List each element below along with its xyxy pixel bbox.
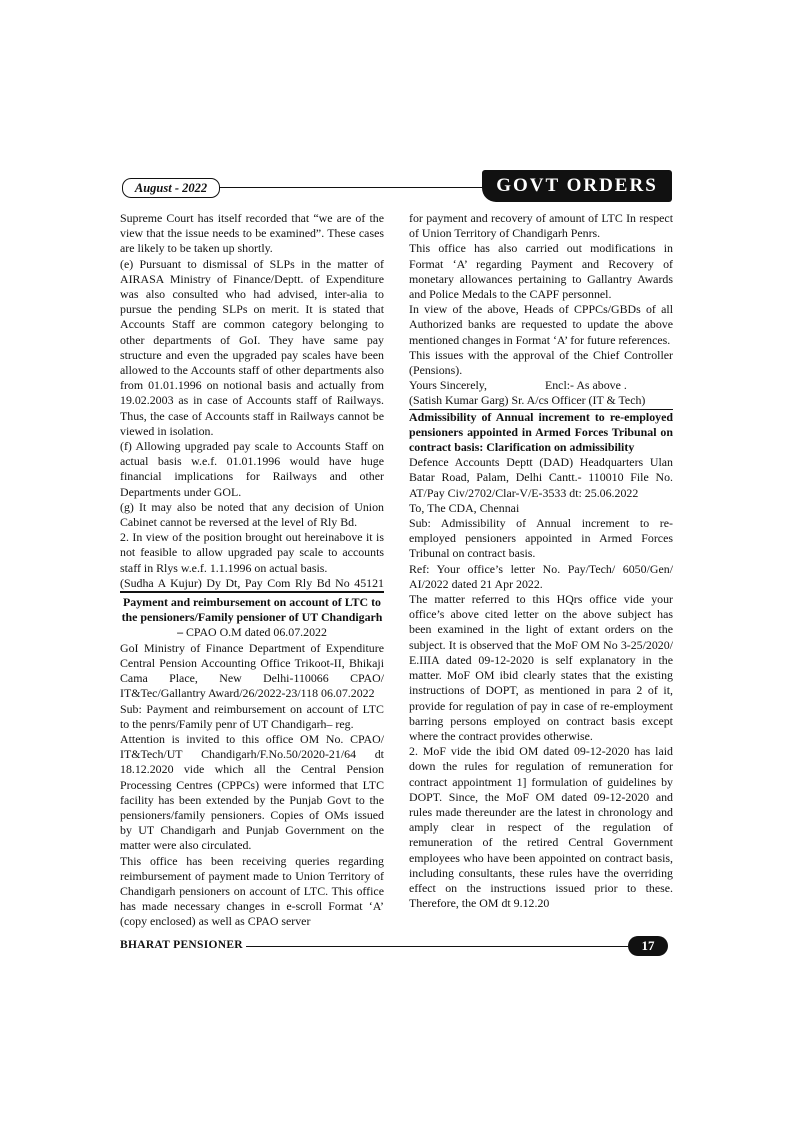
- page-footer: [120, 936, 672, 956]
- left-paragraph: (g) It may also be noted that any decision of Union Cabinet cannot be reversed at the level of Rly Bd.: [120, 499, 384, 530]
- enclosure-note: Encl:- As above .: [544, 378, 627, 393]
- header-divider: [220, 187, 490, 188]
- closing-text: Yours Sincerely,: [409, 378, 487, 393]
- ltc-heading-title: Payment and reimbursement on account of LTC to the pensioners/Family pensioner of UT Chandigarh –: [121, 595, 383, 640]
- left-paragraph: (f) Allowing upgraded pay scale to Accounts Staff on actual basis w.e.f. 01.01.1996 would have huge financial implications for Railways and other Departments under GOL.: [120, 439, 384, 499]
- right-paragraph: Defence Accounts Deptt (DAD) Headquarters Ulan Batar Road, Palam, Delhi Cantt.- 110010 File No. AT/Pay Civ/2702/Clar-V/E-3533 dt: 25.06.2022: [409, 455, 673, 500]
- section-title: GOVT ORDERS: [482, 170, 672, 202]
- closing-line: [409, 378, 673, 393]
- right-paragraph: for payment and recovery of amount of LTC In respect of Union Territory of Chandigarh Penrs.: [409, 211, 673, 241]
- ltc-article-heading: [120, 592, 384, 641]
- issue-date: August - 2022: [122, 178, 220, 198]
- right-paragraph: The matter referred to this HQrs office vide your office’s above cited letter on the above subject has been examined in the light of extant orders on the subject. It is observed that the MoF OM No 3-25/2020/ E.IIIA dated 09-12-2020 is self explanatory in the matter. MoF OM ibid clearly states that the existing instructions of DOPT, as mentioned in para 2 of it, provide for regulation of pay in case of re-employment barring persons employed on contract basis except where the contract provides otherwise.: [409, 592, 673, 743]
- publication-name: BHARAT PENSIONER: [120, 939, 243, 951]
- left-signature: (Sudha A Kujur) Dy Dt, Pay Com Rly Bd No 45121: [120, 576, 384, 592]
- right-paragraph: Sub: Admissibility of Annual increment to re-employed pensioners appointed in Armed Forces Tribunal on contract basis.: [409, 516, 673, 561]
- increment-article-heading: Admissibility of Annual increment to re-employed pensioners appointed in Armed Forces Tribunal on contract basis: Clarification on admissibility: [409, 409, 673, 455]
- right-paragraph: In view of the above, Heads of CPPCs/GBDs of all Authorized banks are requested to update the above mentioned changes in Format ‘A’ for future references.: [409, 302, 673, 347]
- footer-divider: [246, 946, 628, 947]
- left-paragraph: This office has been receiving queries regarding reimbursement of payment made to Union Territory of Chandigarh pensioners on account of LTC. This office has made necessary changes in e-scroll Format ‘A’ (copy enclosed) as well as CPAO server: [120, 853, 384, 929]
- right-paragraph: 2. MoF vide the ibid OM dated 09-12-2020 has laid down the rules for regulation of remuneration for contract appointment 1] formulation of guidelines by DOPT. Since, the MoF OM dated 09-12-2020 and rules made thereunder are the latest in chronology and amply clear in respect of the regulation of remuneration of the retired Central Government employees who have been appointed on contract basis, including consultants, these rules have the overriding effect on the instructions issued prior to these. Therefore, the OM dt 9.12.20: [409, 744, 673, 911]
- ltc-heading-ref: CPAO O.M dated 06.07.2022: [183, 625, 327, 640]
- left-paragraph: 2. In view of the position brought out hereinabove it is not feasible to allow upgraded pay scale to accounts staff in Rlys w.e.f. 1.1.1996 on actual basis.: [120, 530, 384, 575]
- right-signature: (Satish Kumar Garg) Sr. A/cs Officer (IT & Tech): [409, 393, 673, 409]
- left-paragraph: Attention is invited to this office OM No. CPAO/ IT&Tech/UT Chandigarh/F.No.50/2020-21/64 dt 18.12.2020 vide which all the Central Pension Processing Centres (CPPCs) were informed that LTC facility has been extended by the Punjab Govt to the pensioners/family pensioners. Copies of OMs issued by UT Chandigarh and Punjab Government on the matter were also circulated.: [120, 731, 384, 853]
- right-paragraph: To, The CDA, Chennai: [409, 500, 520, 515]
- left-column: [120, 211, 384, 930]
- left-paragraph: Sub: Payment and reimbursement on account of LTC to the penrs/Family penr of UT Chandigarh– reg.: [120, 701, 384, 731]
- page-header: [118, 170, 672, 202]
- right-column: [409, 211, 673, 911]
- right-paragraph: This issues with the approval of the Chief Controller (Pensions).: [409, 347, 673, 378]
- right-paragraph: Ref: Your office’s letter No. Pay/Tech/ 6050/Gen/ AI/2022 dated 21 Apr 2022.: [409, 561, 673, 591]
- left-paragraph: (e) Pursuant to dismissal of SLPs in the matter of AIRASA Ministry of Finance/Deptt. of Expenditure was also consulted who had advised, inter-alia to pursue the pending SLPs on merit. It is stated that Accounts Staff are common category belonging to other departments of GoI. They have same pay structure and even the upgraded pay scales have been allowed to the Accounts staff of other departments also from 01.01.1996 on notional basis and actually from 19.02.2003 as in case of Accounts staff of Railways. Thus, the case of Accounts staff in Railways cannot be viewed in isolation.: [120, 256, 384, 438]
- left-paragraph: GoI Ministry of Finance Department of Expenditure Central Pension Accounting Office Trikoot-II, Bhikaji Cama Place, New Delhi-110066 CPAO/ IT&Tec/Gallantry Award/26/2022-23/118 06.07.2022: [120, 640, 384, 701]
- page-number: 17: [628, 936, 668, 956]
- left-paragraph: Supreme Court has itself recorded that “we are of the view that the issue needs to be examined”. These cases are likely to be taken up shortly.: [120, 211, 384, 256]
- right-paragraph: This office has also carried out modifications in Format ‘A’ regarding Payment and Recovery of monetary allowances pertaining to Gallantry Awards and Police Medals to the CAPF personnel.: [409, 241, 673, 302]
